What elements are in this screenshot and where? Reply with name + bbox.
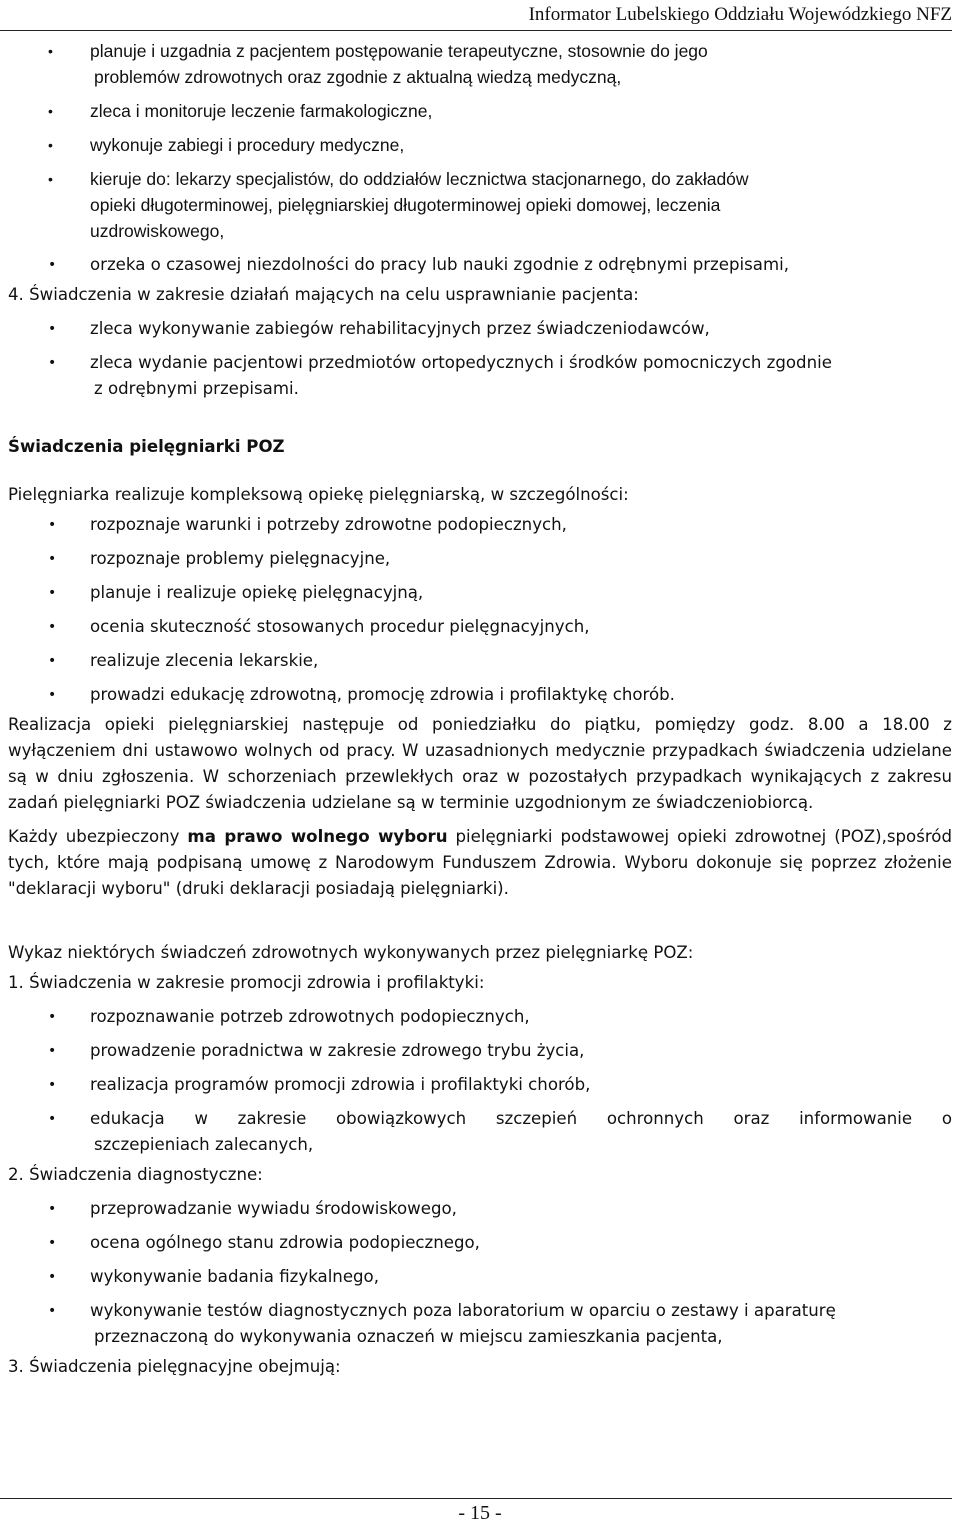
- bullet-icon: •: [48, 171, 53, 187]
- paragraph-hours: Realizacja opieki pielęgniarskiej następuje od poniedziałku do piątku, pomiędzy godz. 8.00 a 18.00 z wyłączeniem dni ustawowo wolnych od pracy. W uzasadnionych medycznie przypadkach świadczenia udzielane są w dniu zgłoszenia. W schorzeniach przewlekłych oraz w pozostałych przypadkach wynikających z zakresu zadań pielęgniarki POZ świadczenia udzielane są w terminie uzgodnionym ze świadczeniobiorcą.: [8, 715, 952, 812]
- list-item: • ocena ogólnego stanu zdrowia podopiecznego,: [8, 1230, 952, 1256]
- list-item: • wykonywanie badania fizykalnego,: [8, 1264, 952, 1290]
- list-item: • realizacja programów promocji zdrowia i profilaktyki chorób,: [8, 1072, 952, 1098]
- bullet-icon: •: [48, 1269, 57, 1285]
- section-heading: 4. Świadczenia w zakresie działań mających na celu usprawnianie pacjenta:: [8, 285, 639, 304]
- page-number: - 15 -: [458, 1502, 502, 1524]
- list-item: • kieruje do: lekarzy specjalistów, do oddziałów lecznictwa stacjonarnego, do zakładów opieki długoterminowej, pielęgniarskiej długoterminowej opieki domowej, leczenia uzdrowiskowego,: [8, 166, 952, 244]
- list-item: • ocenia skuteczność stosowanych procedur pielęgnacyjnych,: [8, 614, 952, 640]
- bullet-icon: •: [48, 103, 53, 119]
- emphasis-text: ma prawo wolnego wyboru: [187, 827, 448, 846]
- paragraph-free-choice: Każdy ubezpieczony ma prawo wolnego wyboru pielęgniarki podstawowej opieki zdrowotnej (POZ),spośród tych, które mają podpisaną umowę z Narodowym Funduszem Zdrowia. Wyboru dokonuje się poprzez złożenie "deklaracji wyboru" (druki deklaracji posiadają pielęgniarki).: [8, 827, 952, 898]
- list-item: • edukacja w zakresie obowiązkowych szczepień ochronnych oraz informowanie o szczepieniach zalecanych,: [8, 1106, 952, 1158]
- list-item: • realizuje zlecenia lekarskie,: [8, 648, 952, 674]
- bullet-icon: •: [48, 137, 53, 153]
- list-item: • prowadzenie poradnictwa w zakresie zdrowego trybu życia,: [8, 1038, 952, 1064]
- section-heading: 2. Świadczenia diagnostyczne:: [8, 1165, 263, 1184]
- list-item: • orzeka o czasowej niezdolności do pracy lub nauki zgodnie z odrębnymi przepisami,: [8, 252, 952, 278]
- list-item: • wykonywanie testów diagnostycznych poza laboratorium w oparciu o zestawy i aparaturę przeznaczoną do wykonywania oznaczeń w miejscu zamieszkania pacjenta,: [8, 1298, 952, 1350]
- bullet-icon: •: [48, 1077, 57, 1093]
- bullet-icon: •: [48, 1201, 57, 1217]
- list-item: • przeprowadzanie wywiadu środowiskowego,: [8, 1196, 952, 1222]
- list-item: • prowadzi edukację zdrowotną, promocję zdrowia i profilaktykę chorób.: [8, 682, 952, 708]
- list-item: • zleca wydanie pacjentowi przedmiotów ortopedycznych i środków pomocniczych zgodnie z odrębnymi przepisami.: [8, 350, 952, 402]
- bullet-icon: •: [48, 257, 57, 273]
- section-heading: 3. Świadczenia pielęgnacyjne obejmują:: [8, 1357, 341, 1376]
- page-body: [8, 34, 952, 1380]
- list-item: • rozpoznawanie potrzeb zdrowotnych podopiecznych,: [8, 1004, 952, 1030]
- bullet-icon: •: [48, 585, 57, 601]
- list-item: • rozpoznaje problemy pielęgnacyjne,: [8, 546, 952, 572]
- bullet-icon: •: [48, 619, 57, 635]
- list-item: • planuje i realizuje opiekę pielęgnacyjną,: [8, 580, 952, 606]
- bullet-icon: •: [48, 687, 57, 703]
- bullet-icon: •: [48, 1043, 57, 1059]
- list-item: • rozpoznaje warunki i potrzeby zdrowotne podopiecznych,: [8, 512, 952, 538]
- bullet-icon: •: [48, 1111, 57, 1127]
- bullet-icon: •: [48, 653, 57, 669]
- intro-text: Pielęgniarka realizuje kompleksową opiekę pielęgniarską, w szczególności:: [8, 485, 629, 504]
- bullet-icon: •: [48, 551, 57, 567]
- list-item: • wykonuje zabiegi i procedury medyczne,: [8, 132, 952, 158]
- bullet-icon: •: [48, 43, 53, 59]
- bullet-icon: •: [48, 1235, 57, 1251]
- list-item: • zleca i monitoruje leczenie farmakologiczne,: [8, 98, 952, 124]
- section-title: Świadczenia pielęgniarki POZ: [8, 437, 285, 456]
- bullet-icon: •: [48, 321, 57, 337]
- bullet-icon: •: [48, 1009, 57, 1025]
- list-intro: Wykaz niektórych świadczeń zdrowotnych wykonywanych przez pielęgniarkę POZ:: [8, 943, 694, 962]
- list-item: • zleca wykonywanie zabiegów rehabilitacyjnych przez świadczeniodawców,: [8, 316, 952, 342]
- header-divider: [0, 30, 952, 31]
- bullet-icon: •: [48, 355, 57, 371]
- list-item: • planuje i uzgadnia z pacjentem postępowanie terapeutyczne, stosownie do jego problemów zdrowotnych oraz zgodnie z aktualną wiedzą medyczną,: [8, 38, 952, 90]
- footer-divider: [0, 1498, 952, 1499]
- bullet-icon: •: [48, 517, 57, 533]
- top-list: [8, 38, 952, 278]
- bullet-icon: •: [48, 1303, 57, 1319]
- running-header: Informator Lubelskiego Oddziału Wojewódzkiego NFZ: [528, 4, 952, 25]
- section-heading: 1. Świadczenia w zakresie promocji zdrowia i profilaktyki:: [8, 973, 485, 992]
